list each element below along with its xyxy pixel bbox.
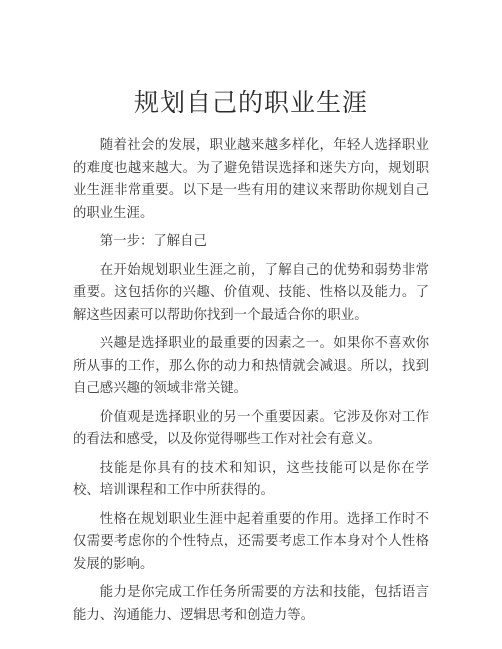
body-paragraph: 性格在规划职业生涯中起着重要的作用。选择工作时不仅需要考虑你的个性特点，还需要考虑工作本身对个人性格发展的影响。: [73, 511, 429, 572]
body-paragraph: 能力是你完成工作任务所需要的方法和技能，包括语言能力、沟通能力、逻辑思考和创造力等。: [73, 585, 429, 623]
body-paragraph: 兴趣是选择职业的最重要的因素之一。如果你不喜欢你所从事的工作，那么你的动力和热情就会减退。所以，找到自己感兴趣的领域非常关键。: [73, 336, 429, 396]
body-paragraph: 在开始规划职业生涯之前，了解自己的优势和弱势非常重要。这包括你的兴趣、价值观、技能、性格以及能力。了解这些因素可以帮助你找到一个最适合你的职业。: [73, 262, 429, 323]
document-title: 规划自己的职业生涯: [133, 88, 368, 117]
section-heading-step-one: 第一步：了解自己: [99, 234, 207, 249]
body-paragraph: 价值观是选择职业的另一个重要因素。它涉及你对工作的看法和感受，以及你觉得哪些工作对社会有意义。: [73, 409, 429, 447]
document-body: [73, 135, 429, 627]
body-paragraph: 技能是你具有的技术和知识，这些技能可以是你在学校、培训课程和工作中所获得的。: [73, 460, 429, 498]
intro-paragraph: 随着社会的发展，职业越来越多样化，年轻人选择职业的难度也越来越大。为了避免错误选择和迷失方向，规划职业生涯非常重要。以下是一些有用的建议来帮助你规划自己的职业生涯。: [73, 138, 429, 221]
